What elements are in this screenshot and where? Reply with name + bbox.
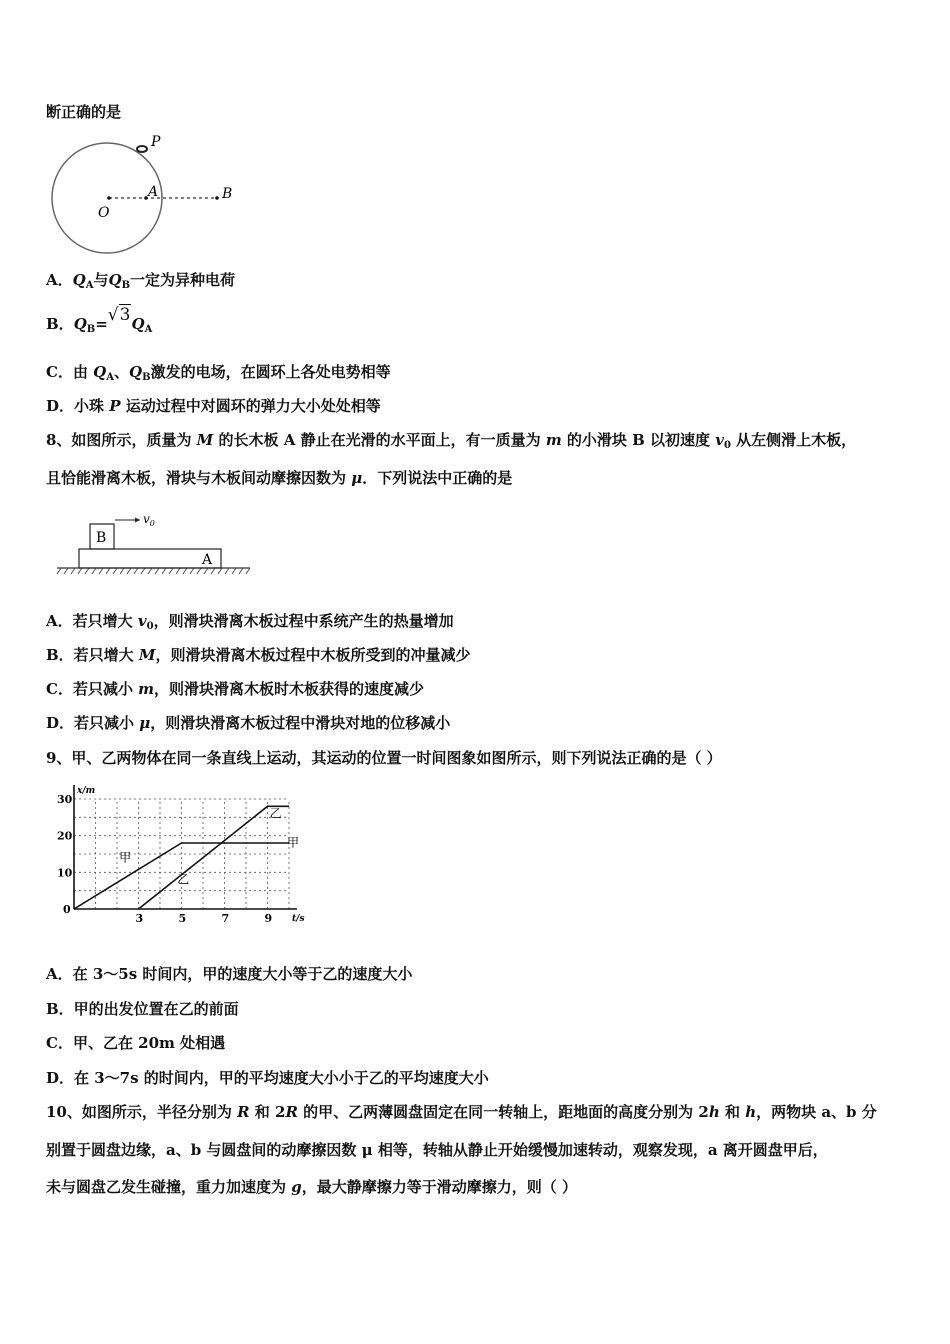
q8-stem-line1: 8、如图所示，质量为 M 的长木板 A 静止在光滑的水平面上，有一质量为 m 的小滑块 B 以初速度 $v_0$ 从左侧滑上木板， — [46, 431, 857, 451]
x-tick-label: 7 — [221, 912, 230, 925]
board-a — [79, 549, 221, 568]
q7-option-a[interactable]: A．$Q_A$与$Q_B$一定为异种电荷 — [46, 271, 236, 291]
label-b: B — [222, 186, 233, 202]
label-p: P — [151, 134, 161, 150]
label-block-b: B — [96, 530, 107, 546]
y-tick-label: 20 — [57, 829, 73, 843]
q10-stem-line3: 未与圆盘乙发生碰撞，重力加速度为 g，最大静摩擦力等于滑动摩擦力，则（ ） — [46, 1178, 577, 1196]
q9-option-b[interactable]: B．甲的出发位置在乙的前面 — [46, 1000, 239, 1018]
question-stem-continuation: 断正确的是 — [46, 103, 122, 121]
q9-option-a[interactable]: A．在 3～5s 时间内，甲的速度大小等于乙的速度大小 — [46, 965, 413, 983]
q10-stem-line1: 10、如图所示，半径分别为 R 和 2R 的甲、乙两薄圆盘固定在同一转轴上，距地面的高度分别为 2h 和 h，两物块 a、b 分 — [46, 1103, 877, 1121]
point-o — [107, 196, 111, 200]
q7-option-c[interactable]: C．由 $Q_A$、$Q_B$激发的电场，在圆环上各处电势相等 — [46, 363, 391, 383]
point-b — [215, 196, 219, 200]
q7-option-d[interactable]: D．小珠 P 运动过程中对圆环的弹力大小处处相等 — [46, 397, 381, 415]
y-tick-label: 30 — [57, 793, 73, 806]
series-label-jia: 甲 — [119, 850, 132, 865]
y-axis-label: x/m — [77, 786, 96, 796]
position-time-chart — [44, 785, 319, 937]
x-tick-label: 9 — [264, 912, 273, 925]
q8-option-b[interactable]: B．若只增大 M，则滑块滑离木板过程中木板所受到的冲量减少 — [46, 646, 471, 664]
y-tick-label: 10 — [57, 866, 73, 880]
label-board-a: A — [202, 552, 213, 568]
series-label-yi-end: 乙 — [269, 806, 282, 821]
label-v0: $v_0$ — [143, 512, 155, 528]
x-tick-label: 5 — [178, 912, 187, 925]
figure-block-on-board — [55, 508, 255, 578]
sqrt-symbol: √3 — [107, 305, 131, 325]
q10-stem-line2: 别置于圆盘边缘，a、b 与圆盘间的动摩擦因数 μ 相等，转轴从静止开始缓慢加速转动，观察发现，a 离开圆盘甲后， — [46, 1141, 828, 1159]
q9-option-d[interactable]: D．在 3～7s 的时间内，甲的平均速度大小小于乙的平均速度大小 — [46, 1069, 489, 1087]
series-label-yi: 乙 — [177, 872, 190, 887]
bead-p — [137, 146, 147, 152]
q8-stem-line2: 且恰能滑离木板，滑块与木板间动摩擦因数为 μ．下列说法中正确的是 — [46, 469, 513, 487]
q8-option-d[interactable]: D．若只减小 μ，则滑块滑离木板过程中滑块对地的位移减小 — [46, 714, 451, 732]
q9-option-c[interactable]: C．甲、乙在 20m 处相遇 — [46, 1034, 226, 1052]
velocity-arrowhead — [135, 518, 140, 523]
label-o: O — [98, 205, 110, 221]
q8-option-a[interactable]: A．若只增大 $v_0$，则滑块滑离木板过程中系统产生的热量增加 — [46, 612, 454, 632]
q8-option-c[interactable]: C．若只减小 m，则滑块滑离木板时木板获得的速度减少 — [46, 680, 425, 698]
q7-option-b[interactable]: B．$Q_B=√3Q_A$ — [46, 305, 153, 335]
label-a: A — [148, 184, 159, 200]
series-label-jia-end: 甲 — [287, 835, 300, 850]
series-line-yi — [139, 806, 290, 909]
x-axis-label: t/s — [292, 914, 305, 924]
y-tick-label: 0 — [63, 903, 71, 916]
q9-stem: 9、甲、乙两物体在同一条直线上运动，其运动的位置一时间图象如图所示，则下列说法正确的是（ ） — [46, 749, 722, 767]
figure-ring-diagram — [40, 132, 260, 262]
x-tick-label: 3 — [135, 912, 144, 925]
ground-hatching — [57, 568, 250, 574]
chart-ticks — [57, 793, 272, 925]
